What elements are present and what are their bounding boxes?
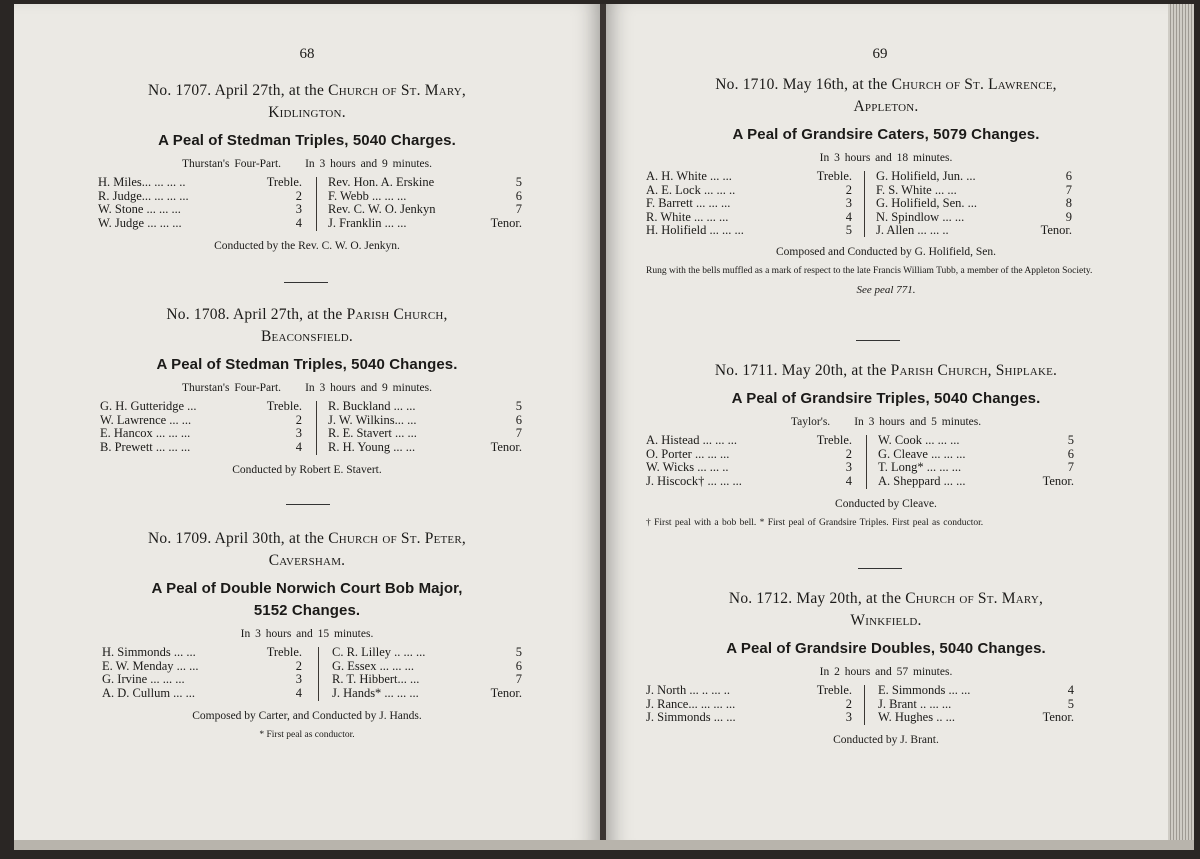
ringer-row: G. Cleave ... ... ... 6 bbox=[878, 446, 1074, 461]
peal-church: Church of St. Mary, bbox=[905, 590, 1044, 607]
ringer-row: R. T. Hibbert... ... 7 bbox=[332, 672, 522, 686]
ringers-column-left bbox=[100, 400, 302, 454]
ringer-row: Rev. C. W. O. Jenkyn 7 bbox=[328, 202, 522, 216]
peal-church: Parish Church, bbox=[346, 306, 448, 323]
column-divider bbox=[864, 171, 865, 237]
peal-info bbox=[606, 152, 1166, 164]
column-divider bbox=[864, 685, 865, 725]
peal-place: Appleton. bbox=[853, 98, 919, 115]
peal-title-continued: 5152 Changes. bbox=[253, 602, 361, 619]
ringer-row: G. Essex ... ... ... 6 bbox=[332, 658, 522, 673]
ringer-row: F. Barrett ... ... ... 3 bbox=[646, 196, 852, 210]
ringers-table bbox=[14, 400, 600, 456]
ringers-table bbox=[606, 434, 1166, 490]
peal-duration: In 3 hours and 18 minutes. bbox=[819, 152, 953, 164]
ringer-row: H. Simmonds ... ... Treble. bbox=[102, 645, 302, 659]
peal-conductor: Conducted by Cleave. bbox=[835, 498, 937, 510]
peal-conductor: Conducted by the Rev. C. W. O. Jenkyn. bbox=[214, 240, 400, 252]
peal-conductor: Composed by Carter, and Conducted by J. Hands. bbox=[192, 710, 422, 722]
peal-number: No. 1710. bbox=[715, 76, 779, 93]
peal-date: May 20th, at the bbox=[796, 590, 902, 607]
peal-duration: In 3 hours and 15 minutes. bbox=[240, 628, 374, 640]
ringer-row: W. Lawrence ... ... 2 bbox=[100, 412, 302, 427]
ringer-row: R. Judge... ... ... ... 2 bbox=[98, 188, 302, 203]
ringers-column-left bbox=[646, 170, 852, 238]
peal-number: No. 1707. bbox=[147, 82, 212, 99]
ringer-row: R. H. Young ... ... Tenor. bbox=[328, 439, 522, 454]
ringer-row: R. Buckland ... ... 5 bbox=[328, 399, 522, 413]
peal-title: A Peal of Grandsire Caters, 5079 Changes. bbox=[732, 126, 1040, 143]
ringer-row: A. H. White ... ... Treble. bbox=[646, 169, 852, 183]
peal-footnote: Rung with the bells muffled as a mark of respect to the late Francis William Tubb, a member of the Appleton Society. bbox=[646, 266, 1093, 276]
ringer-row: R. E. Stavert ... ... 7 bbox=[328, 426, 522, 440]
left-page bbox=[14, 4, 600, 850]
ringer-row: E. W. Menday ... ... 2 bbox=[102, 658, 302, 673]
peal-duration: In 3 hours and 5 minutes. bbox=[854, 416, 982, 428]
peal-place: Kidlington. bbox=[268, 104, 346, 121]
peal-entry-1711 bbox=[606, 360, 1166, 528]
ringer-row: T. Long* ... ... ... 7 bbox=[878, 460, 1074, 474]
ringer-row: J. Hands* ... ... ... Tenor. bbox=[332, 685, 522, 700]
ringer-row: H. Miles... ... ... .. Treble. bbox=[98, 175, 302, 189]
ringer-row: C. R. Lilley .. ... ... 5 bbox=[332, 645, 522, 659]
ringers-column-left bbox=[98, 176, 302, 230]
peal-title: A Peal of Grandsire Triples, 5040 Changes. bbox=[731, 390, 1041, 407]
peal-composition: Thurstan's Four-Part. bbox=[182, 382, 282, 394]
peal-title: A Peal of Grandsire Doubles, 5040 Changes. bbox=[726, 640, 1046, 657]
column-divider bbox=[316, 177, 317, 231]
peal-number: No. 1708. bbox=[166, 306, 230, 323]
ringer-row: O. Porter ... ... ... 2 bbox=[646, 446, 852, 461]
ringer-row: G. Holifield, Sen. ... 8 bbox=[876, 196, 1072, 210]
book-spread bbox=[14, 4, 1194, 850]
peal-date: April 30th, at the bbox=[214, 530, 325, 547]
peal-church: Church of St. Lawrence, bbox=[891, 76, 1057, 93]
peal-heading bbox=[14, 304, 600, 348]
peal-conductor: Composed and Conducted by G. Holifield, Sen. bbox=[775, 246, 997, 258]
ringer-row: F. Webb ... ... ... 6 bbox=[328, 188, 522, 203]
peal-info bbox=[14, 382, 600, 394]
ringers-column-right bbox=[328, 400, 522, 454]
section-rule bbox=[286, 504, 330, 505]
ringer-row: H. Holifield ... ... ... 5 bbox=[646, 223, 852, 237]
peal-church: Church of St. Mary, bbox=[328, 82, 466, 99]
peal-title: A Peal of Double Norwich Court Bob Major, bbox=[151, 580, 463, 597]
ringer-row: J. W. Wilkins... ... 6 bbox=[328, 412, 522, 427]
ringers-column-left bbox=[102, 646, 302, 700]
peal-place: Beaconsfield. bbox=[261, 328, 353, 345]
ringers-table bbox=[606, 684, 1166, 726]
ringers-column-right bbox=[328, 176, 522, 230]
peal-info bbox=[606, 666, 1166, 678]
peal-entry-1707 bbox=[14, 80, 600, 252]
ringer-row: W. Wicks ... ... .. 3 bbox=[646, 460, 852, 474]
ringer-row: R. White ... ... ... 4 bbox=[646, 209, 852, 224]
peal-footnote: † First peal with a bob bell. * First peal of Grandsire Triples. First peal as conductor. bbox=[646, 518, 984, 528]
peal-entry-1709 bbox=[14, 528, 600, 740]
peal-date: April 27th, at the bbox=[214, 82, 325, 99]
ringers-column-left bbox=[646, 684, 852, 725]
ringer-row: J. Brant .. ... ... 5 bbox=[878, 696, 1074, 711]
ringer-row: G. Holifield, Jun. ... 6 bbox=[876, 169, 1072, 183]
ringer-row: A. Sheppard ... ... Tenor. bbox=[878, 473, 1074, 488]
peal-entry-1710 bbox=[606, 74, 1166, 296]
peal-footnote: * First peal as conductor. bbox=[259, 730, 355, 740]
ringer-row: W. Hughes .. ... Tenor. bbox=[878, 710, 1074, 724]
ringers-table bbox=[14, 176, 600, 232]
peal-heading bbox=[14, 80, 600, 124]
ringer-row: J. Rance... ... ... ... 2 bbox=[646, 696, 852, 711]
ringer-row: Rev. Hon. A. Erskine 5 bbox=[328, 175, 522, 189]
peal-place: Winkfield. bbox=[850, 612, 922, 629]
peal-duration: In 3 hours and 9 minutes. bbox=[305, 382, 432, 394]
peal-date: May 16th, at the bbox=[782, 76, 888, 93]
peal-date: May 20th, at the bbox=[781, 362, 887, 379]
peal-composition: Thurstan's Four-Part. bbox=[182, 158, 282, 170]
section-rule bbox=[284, 282, 328, 283]
ringer-row: W. Stone ... ... ... 3 bbox=[98, 202, 302, 216]
peal-info bbox=[14, 158, 600, 170]
ringers-column-left bbox=[646, 434, 852, 488]
page-number: 69 bbox=[872, 46, 888, 62]
ringers-column-right bbox=[878, 434, 1074, 488]
section-rule bbox=[856, 340, 900, 341]
peal-heading bbox=[606, 588, 1166, 632]
ringer-row: E. Simmonds ... ... 4 bbox=[878, 683, 1074, 697]
peal-number: No. 1712. bbox=[728, 590, 793, 607]
column-divider bbox=[316, 401, 317, 455]
peal-info bbox=[14, 628, 600, 640]
peal-info bbox=[606, 416, 1166, 428]
peal-church: Parish Church, Shiplake. bbox=[890, 362, 1058, 379]
ringer-row: J. Franklin ... ... Tenor. bbox=[328, 215, 522, 230]
ringer-row: F. S. White ... ... 7 bbox=[876, 182, 1072, 197]
ringer-row: A. E. Lock ... ... .. 2 bbox=[646, 182, 852, 197]
book-bottom-edge bbox=[14, 840, 1194, 850]
peal-duration: In 2 hours and 57 minutes. bbox=[819, 666, 953, 678]
peal-title: A Peal of Stedman Triples, 5040 Changes. bbox=[156, 356, 458, 373]
peal-number: No. 1711. bbox=[714, 362, 778, 379]
peal-place: Caversham. bbox=[268, 552, 346, 569]
ringer-row: N. Spindlow ... ... 9 bbox=[876, 209, 1072, 224]
ringer-row: G. H. Gutteridge ... Treble. bbox=[100, 399, 302, 413]
column-divider bbox=[318, 647, 319, 701]
ringers-table bbox=[14, 646, 600, 702]
peal-title: A Peal of Stedman Triples, 5040 Charges. bbox=[158, 132, 456, 149]
ringer-row: B. Prewett ... ... ... 4 bbox=[100, 439, 302, 454]
peal-heading bbox=[606, 360, 1166, 382]
ringer-row: J. Simmonds ... ... 3 bbox=[646, 710, 852, 724]
peal-number: No. 1709. bbox=[148, 530, 212, 547]
column-divider bbox=[866, 435, 867, 489]
peal-cross-reference: See peal 771. bbox=[856, 284, 916, 296]
peal-heading bbox=[14, 528, 600, 572]
peal-entry-1712 bbox=[606, 588, 1166, 746]
ringers-column-right bbox=[332, 646, 522, 700]
ringer-row: E. Hancox ... ... ... 3 bbox=[100, 426, 302, 440]
peal-church: Church of St. Peter, bbox=[328, 530, 466, 547]
peal-composition: Taylor's. bbox=[790, 416, 831, 428]
ringers-column-right bbox=[876, 170, 1072, 238]
page-edges bbox=[1168, 4, 1194, 850]
peal-duration: In 3 hours and 9 minutes. bbox=[305, 158, 432, 170]
ringer-row: J. Allen ... ... .. Tenor. bbox=[876, 223, 1072, 237]
ringer-row: A. Histead ... ... ... Treble. bbox=[646, 433, 852, 447]
page-number: 68 bbox=[299, 46, 315, 62]
section-rule bbox=[858, 568, 902, 569]
right-page bbox=[606, 4, 1194, 850]
peal-conductor: Conducted by Robert E. Stavert. bbox=[232, 464, 382, 476]
ringer-row: J. Hiscock† ... ... ... 4 bbox=[646, 473, 852, 488]
peal-heading bbox=[606, 74, 1166, 118]
ringer-row: G. Irvine ... ... ... 3 bbox=[102, 672, 302, 686]
ringers-table bbox=[606, 170, 1166, 238]
ringer-row: J. North ... .. ... .. Treble. bbox=[646, 683, 852, 697]
peal-date: April 27th, at the bbox=[233, 306, 343, 323]
peal-entry-1708 bbox=[14, 304, 600, 476]
ringers-column-right bbox=[878, 684, 1074, 725]
ringer-row: W. Cook ... ... ... 5 bbox=[878, 433, 1074, 447]
peal-conductor: Conducted by J. Brant. bbox=[833, 734, 939, 746]
ringer-row: A. D. Cullum ... ... 4 bbox=[102, 685, 302, 700]
ringer-row: W. Judge ... ... ... 4 bbox=[98, 215, 302, 230]
